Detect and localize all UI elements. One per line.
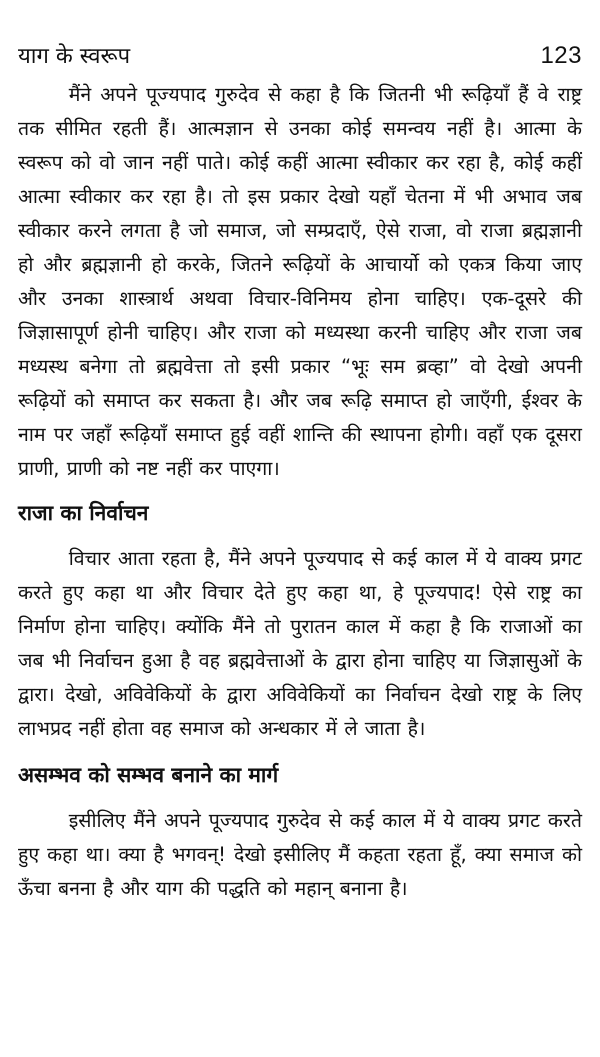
- body-paragraph-3: इसीलिए मैंने अपने पूज्यपाद गुरुदेव से कई काल में ये वाक्य प्रगट करते हुए कहा था। क्या है भगवन्! देखो इसीलिए मैं कहता रहता हूँ, क्या समाज को ऊँचा बनना है और याग की पद्धति को महान् बनाना है।: [18, 809, 582, 900]
- section-heading-raja-nirvachan: राजा का निर्वाचन: [18, 501, 149, 525]
- section-heading-asambhav-marg: असम्भव को सम्भव बनाने का मार्ग: [18, 763, 279, 787]
- body-paragraph-2: विचार आता रहता है, मैंने अपने पूज्यपाद से कई काल में ये वाक्य प्रगट करते हुए कहा था और विचार देते हुए कहा था, हे पूज्यपाद! ऐसे राष्ट्र का निर्माण होना चाहिए। क्योंकि मैंने तो पुरातन काल में कहा है कि राजाओं का जब भी निर्वाचन हुआ है वह ब्रह्मवेत्ताओं के द्वारा होना चाहिए या जिज्ञासुओं के द्वारा। देखो, अविवेकियों के द्वारा अविवेकियों का निर्वाचन देखो राष्ट्र के लिए लाभप्रद नहीं होता वह समाज को अन्धकार में ले जाता है।: [18, 547, 582, 740]
- page-body: [18, 78, 582, 906]
- page-number: 123: [540, 42, 582, 69]
- running-title: याग के स्वरूप: [18, 44, 131, 69]
- running-header: [18, 34, 582, 68]
- body-paragraph-1: मैंने अपने पूज्यपाद गुरुदेव से कहा है कि जितनी भी रूढ़ियाँ हैं वे राष्ट्र तक सीमित रहती हैं। आत्मज्ञान से उनका कोई समन्वय नहीं है। आत्मा के स्वरूप को वो जान नहीं पाते। कोई कहीं आत्मा स्वीकार कर रहा है, कोई कहीं आत्मा स्वीकार कर रहा है। तो इस प्रकार देखो यहाँ चेतना में भी अभाव जब स्वीकार करने लगता है जो समाज, जो सम्प्रदाएँ, ऐसे राजा, वो राजा ब्रह्मज्ञानी हो और ब्रह्मज्ञानी हो करके, जितने रूढ़ियों के आचार्यो को एकत्र किया जाए और उनका शास्त्रार्थ अथवा विचार-विनिमय होना चाहिए। एक-दूसरे की जिज्ञासापूर्ण होनी चाहिए। और राजा को मध्यस्था करनी चाहिए और राजा जब मध्यस्थ बनेगा तो ब्रह्मवेत्ता तो इसी प्रकार “भूः सम ब्रव्हा” वो देखो अपनी रूढ़ियों को समाप्त कर सकता है। और जब रूढ़ि समाप्त हो जाएँगी, ईश्वर के नाम पर जहाँ रूढ़ियाँ समाप्त हुई वहीं शान्ति की स्थापना होगी। वहाँ एक दूसरा प्राणी, प्राणी को नष्ट नहीं कर पाएगा।: [18, 83, 582, 480]
